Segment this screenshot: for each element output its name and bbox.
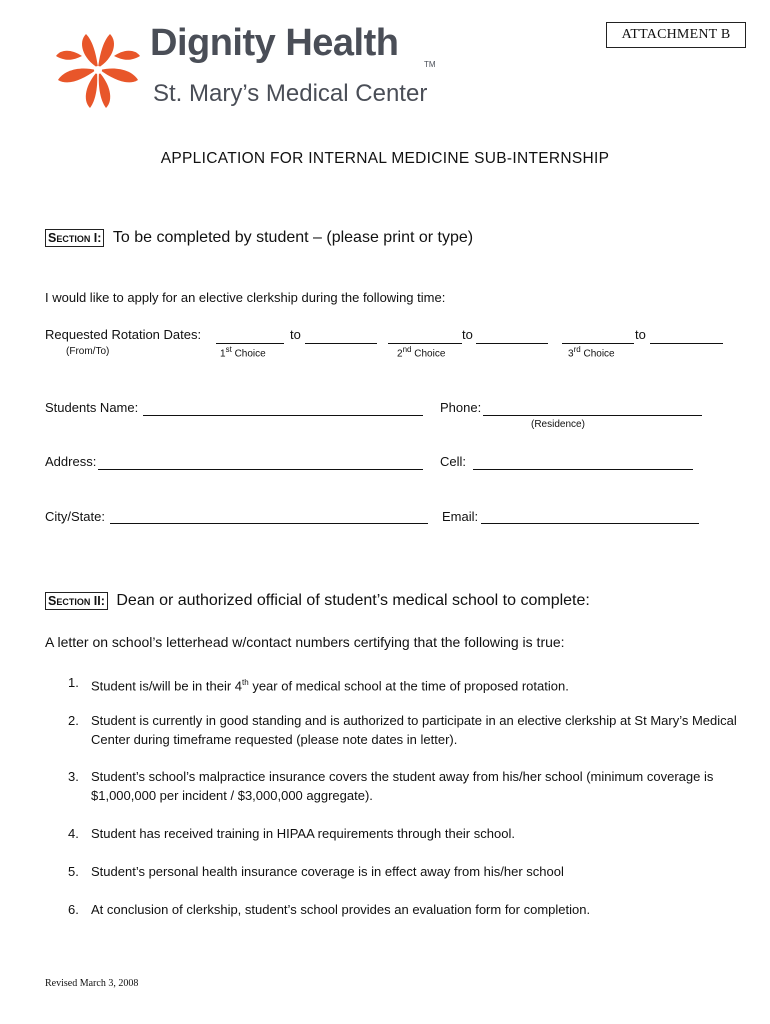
section-2-heading (45, 592, 590, 610)
section-2-title: Dean or authorized official of student’s medical school to complete: (116, 592, 590, 609)
choice-2-to-field[interactable] (476, 343, 548, 344)
section-2-intro: A letter on school’s letterhead w/contact numbers certifying that the following is true: (45, 634, 565, 650)
phone-field[interactable] (483, 415, 702, 416)
students-name-label: Students Name: (45, 400, 139, 415)
students-name-field[interactable] (143, 415, 423, 416)
phone-label: Phone: (440, 400, 482, 415)
list-item: 2. Student is currently in good standing and is authorized to participate in an elective clerkship at St Mary’s Medical Center during timeframe requested (please note dates in letter). (68, 713, 737, 747)
list-item: 6. At conclusion of clerkship, student’s school provides an evaluation form for completion. (68, 902, 591, 917)
choice-3-to-field[interactable] (650, 343, 723, 344)
choice-2-to-word: to (462, 327, 473, 342)
choice-1-from-field[interactable] (216, 343, 284, 344)
list-item: 4. Student has received training in HIPAA requirements through their school. (68, 826, 515, 841)
list-item: 1. Student is/will be in their 4th year of medical school at the time of proposed rotation. (68, 675, 569, 694)
cell-label: Cell: (440, 454, 467, 469)
section-1-tag: Section I: (45, 229, 104, 247)
revision-date: Revised March 3, 2008 (45, 978, 139, 989)
choice-2-label: 2nd Choice (397, 345, 446, 360)
address-label: Address: (45, 454, 97, 469)
rotation-dates-label: Requested Rotation Dates: (45, 327, 202, 342)
address-field[interactable] (98, 469, 423, 470)
list-item: 3. Student’s school’s malpractice insurance covers the student away from his/her school (minimum coverage is $1,000,000 per incident / $3,000,000 aggregate). (68, 769, 714, 803)
choice-3-from-field[interactable] (562, 343, 634, 344)
attachment-label: ATTACHMENT B (606, 22, 746, 48)
choice-3-to-word: to (635, 327, 646, 342)
from-to-note: (From/To) (66, 346, 110, 357)
dignity-health-logo-icon (52, 28, 144, 112)
email-label: Email: (442, 509, 479, 524)
section-1-heading (45, 229, 473, 247)
list-item: 5. Student’s personal health insurance coverage is in effect away from his/her school (68, 864, 564, 879)
choice-1-label: 1st Choice (220, 345, 266, 360)
cell-field[interactable] (473, 469, 693, 470)
choice-1-to-field[interactable] (305, 343, 377, 344)
choice-2-from-field[interactable] (388, 343, 462, 344)
brand-subtitle: St. Mary’s Medical Center (153, 80, 428, 107)
section-1-intro: I would like to apply for an elective clerkship during the following time: (45, 290, 446, 305)
section-2-tag: Section II: (45, 592, 108, 610)
trademark-mark: TM (424, 60, 436, 69)
choice-1-to-word: to (290, 327, 301, 342)
phone-residence-note: (Residence) (531, 419, 585, 430)
email-field[interactable] (481, 523, 699, 524)
city-state-label: City/State: (45, 509, 105, 524)
brand-name: Dignity Health (150, 22, 399, 64)
city-state-field[interactable] (110, 523, 428, 524)
document-title: APPLICATION FOR INTERNAL MEDICINE SUB-INTERNSHIP (160, 150, 610, 167)
choice-3-label: 3rd Choice (568, 345, 615, 360)
section-1-title: To be completed by student – (please print or type) (112, 229, 474, 246)
